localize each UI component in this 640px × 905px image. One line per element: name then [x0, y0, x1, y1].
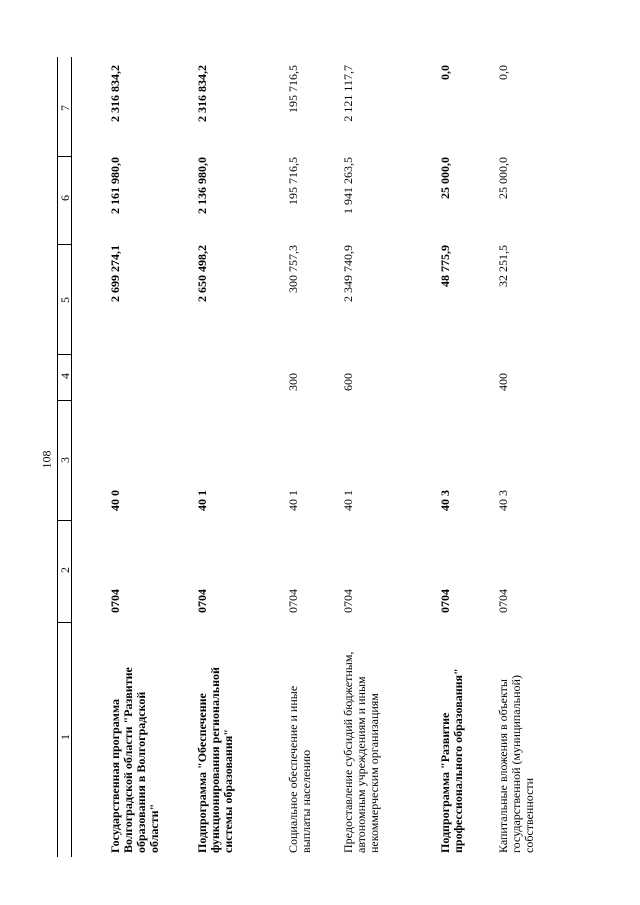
amount-col-7: 0,0	[496, 65, 510, 80]
amount-col-6: 2 136 980,0	[195, 157, 209, 214]
amount-col-6: 2 161 980,0	[108, 157, 122, 214]
header-col-1: 1	[58, 734, 72, 740]
amount-col-7: 2 316 834,2	[195, 65, 209, 122]
header-col-5: 5	[58, 297, 72, 303]
expense-type: 300	[286, 373, 300, 391]
amount-col-5: 2 349 740,9	[341, 245, 355, 302]
expense-type: 400	[496, 373, 510, 391]
header-col-6: 6	[58, 195, 72, 201]
section-code: 0704	[286, 589, 300, 613]
header-col-2: 2	[58, 567, 72, 573]
amount-col-7: 2 316 834,2	[108, 65, 122, 122]
header-divider	[57, 156, 71, 157]
budget-table	[57, 57, 627, 857]
header-col-4: 4	[58, 373, 72, 379]
row-name: Подпрограмма "Развитие профессионального образования"	[438, 668, 465, 853]
section-code: 0704	[341, 589, 355, 613]
amount-col-7: 0,0	[438, 65, 452, 80]
amount-col-5: 2 650 498,2	[195, 245, 209, 302]
target-article: 40 3	[438, 490, 452, 511]
header-divider	[57, 622, 71, 623]
target-article: 40 1	[195, 490, 209, 511]
page-number: 108	[39, 450, 54, 469]
amount-col-5: 300 757,3	[286, 245, 300, 293]
amount-col-6: 195 716,5	[286, 157, 300, 205]
header-divider	[57, 354, 71, 355]
amount-col-6: 25 000,0	[496, 157, 510, 199]
row-name: Предоставление субсидий бюджетным, автономным учреждениям и иным некоммерческим организациям	[341, 651, 381, 853]
target-article: 40 0	[108, 490, 122, 511]
amount-col-6: 1 941 263,5	[341, 157, 355, 214]
section-code: 0704	[195, 589, 209, 613]
amount-col-7: 195 716,5	[286, 65, 300, 113]
amount-col-5: 48 775,9	[438, 245, 452, 287]
header-col-7: 7	[58, 105, 72, 111]
row-name: Государственная программа Волгоградской области "Развитие образования в Волгоградской области"	[108, 667, 161, 853]
section-code: 0704	[108, 589, 122, 613]
section-code: 0704	[438, 589, 452, 613]
amount-col-7: 2 121 117,7	[341, 65, 355, 122]
header-divider	[57, 400, 71, 401]
row-name: Социальное обеспечение и иные выплаты населению	[286, 685, 313, 853]
target-article: 40 1	[341, 490, 355, 511]
row-name: Капитальные вложения в объекты государственной (муниципальной) собственности	[496, 675, 536, 853]
amount-col-6: 25 000,0	[438, 157, 452, 199]
header-col-3: 3	[58, 457, 72, 463]
section-code: 0704	[496, 589, 510, 613]
header-divider	[57, 244, 71, 245]
target-article: 40 3	[496, 490, 510, 511]
amount-col-5: 32 251,5	[496, 245, 510, 287]
amount-col-5: 2 699 274,1	[108, 245, 122, 302]
row-name: Подпрограмма "Обеспечение функционирования региональной системы образования"	[195, 667, 235, 853]
header-divider	[57, 520, 71, 521]
target-article: 40 1	[286, 490, 300, 511]
expense-type: 600	[341, 373, 355, 391]
